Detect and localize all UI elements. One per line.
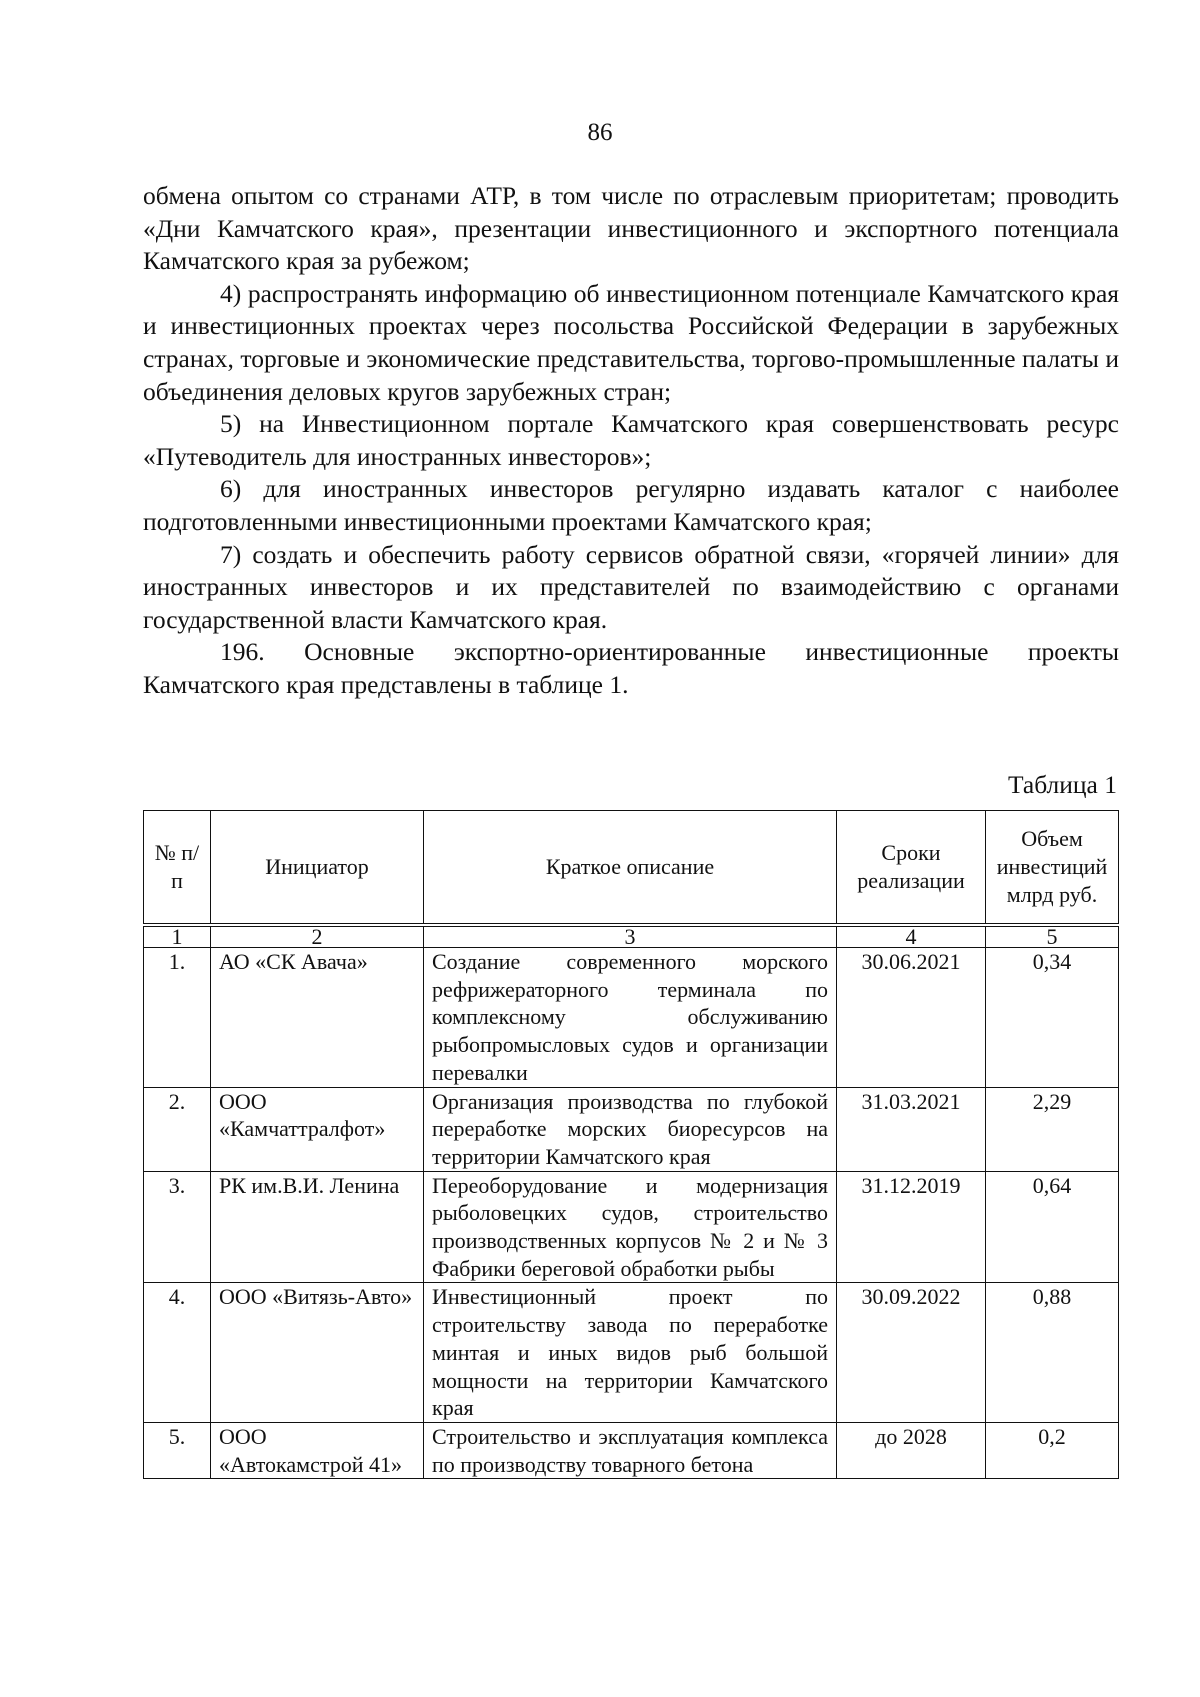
paragraph-5: 7) создать и обеспечить работу сервисов обратной связи, «горячей линии» для иностранных инвесторов и их представителей по взаимодействию с органами государственной власти Камчатского края. xyxy=(143,539,1119,634)
row-description: Строительство и эксплуатация комплекса по производству товарного бетона xyxy=(424,1422,837,1478)
row-volume: 2,29 xyxy=(986,1087,1119,1171)
row-period: 31.03.2021 xyxy=(837,1087,986,1171)
header-period: Сроки реализации xyxy=(837,811,986,924)
row-period: 30.09.2022 xyxy=(837,1283,986,1423)
table-header-row xyxy=(144,811,1119,924)
row-description: Создание современного морского рефрижераторного терминала по комплексному обслуживанию рыбопромысловых судов и организации перевалки xyxy=(424,948,837,1088)
column-number-1: 1 xyxy=(144,927,211,948)
column-number-3: 3 xyxy=(424,927,837,948)
header-num: № п/п xyxy=(144,811,211,924)
paragraph-4: 6) для иностранных инвесторов регулярно издавать каталог с наиболее подготовленными инвестиционными проектами Камчатского края; xyxy=(143,474,1119,536)
row-initiator: ООО «Камчаттралфот» xyxy=(211,1087,424,1171)
table-row xyxy=(144,1422,1119,1478)
row-description: Инвестиционный проект по строительству завода по переработке минтая и иных видов рыб большой мощности на территории Камчатского края xyxy=(424,1283,837,1423)
column-numbers-row xyxy=(144,927,1119,948)
row-initiator: РК им.В.И. Ленина xyxy=(211,1171,424,1283)
row-period: 30.06.2021 xyxy=(837,948,986,1088)
paragraph-1: обмена опытом со странами АТР, в том числе по отраслевым приоритетам; проводить «Дни Камчатского края», презентации инвестиционного и экспортного потенциала Камчатского края за рубежом; xyxy=(143,181,1119,276)
row-num: 1. xyxy=(144,948,211,1088)
header-description: Краткое описание xyxy=(424,811,837,924)
paragraph-2: 4) распространять информацию об инвестиционном потенциале Камчатского края и инвестиционных проектах через посольства Российской Федерации в зарубежных странах, торговые и экономические представительства, торгово-промышленные палаты и объединения деловых кругов зарубежных стран; xyxy=(143,278,1119,406)
row-volume: 0,2 xyxy=(986,1422,1119,1478)
paragraph-6: 196. Основные экспортно-ориентированные инвестиционные проекты Камчатского края представлены в таблице 1. xyxy=(143,637,1119,699)
table-row xyxy=(144,1283,1119,1423)
row-volume: 0,64 xyxy=(986,1171,1119,1283)
projects-table xyxy=(143,810,1119,1479)
header-initiator: Инициатор xyxy=(211,811,424,924)
row-description: Организация производства по глубокой переработке морских биоресурсов на территории Камчатского края xyxy=(424,1087,837,1171)
row-initiator: ООО «Витязь-Авто» xyxy=(211,1283,424,1423)
column-number-5: 5 xyxy=(986,927,1119,948)
row-volume: 0,88 xyxy=(986,1283,1119,1423)
table-row xyxy=(144,1171,1119,1283)
row-period: 31.12.2019 xyxy=(837,1171,986,1283)
page-number: 86 xyxy=(587,119,613,146)
row-volume: 0,34 xyxy=(986,948,1119,1088)
body-text xyxy=(143,180,1119,702)
paragraph-3: 5) на Инвестиционном портале Камчатского края совершенствовать ресурс «Путеводитель для иностранных инвесторов»; xyxy=(143,409,1119,471)
table-caption: Таблица 1 xyxy=(1007,770,1117,799)
row-initiator: АО «СК Авача» xyxy=(211,948,424,1088)
row-description: Переоборудование и модернизация рыболовецких судов, строительство производственных корпусов № 2 и № 3 Фабрики береговой обработки рыбы xyxy=(424,1171,837,1283)
row-initiator: ООО «Автокамстрой 41» xyxy=(211,1422,424,1478)
table-row xyxy=(144,1087,1119,1171)
column-number-4: 4 xyxy=(837,927,986,948)
column-number-2: 2 xyxy=(211,927,424,948)
row-num: 2. xyxy=(144,1087,211,1171)
row-num: 5. xyxy=(144,1422,211,1478)
row-period: до 2028 xyxy=(837,1422,986,1478)
table-row xyxy=(144,948,1119,1088)
row-num: 4. xyxy=(144,1283,211,1423)
header-volume: Объем инвестиций млрд руб. xyxy=(986,811,1119,924)
row-num: 3. xyxy=(144,1171,211,1283)
